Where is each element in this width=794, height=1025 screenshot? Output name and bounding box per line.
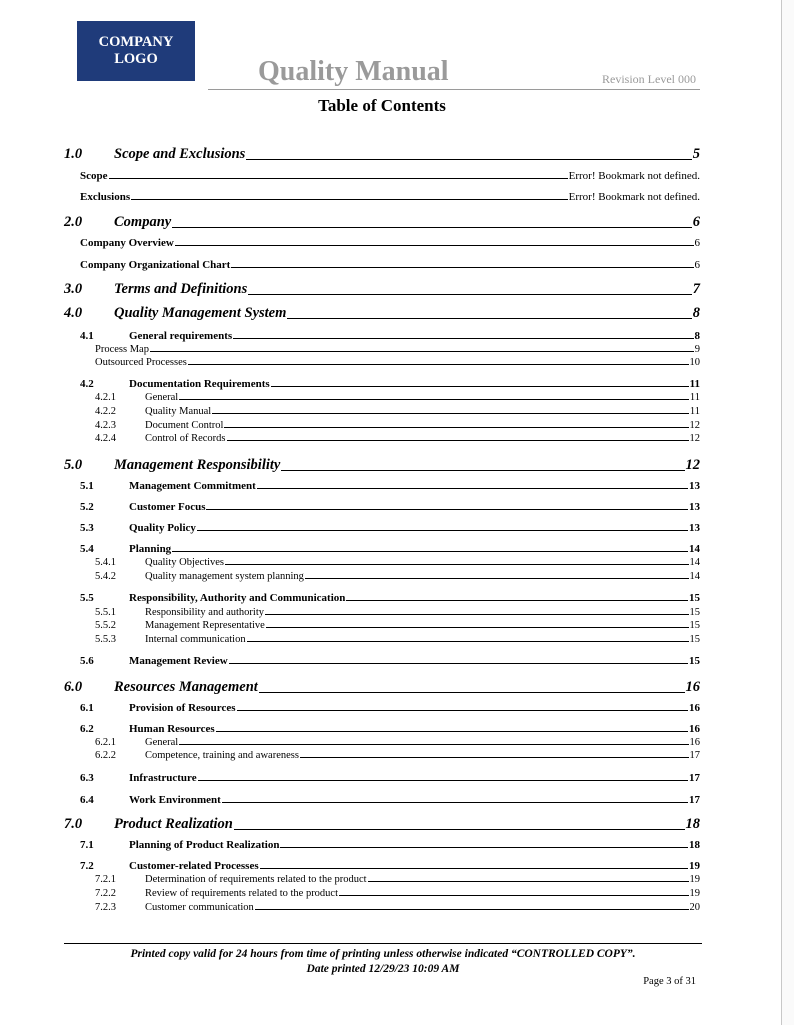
toc-entry-label: Document Control [145,420,224,431]
toc-leader-line [229,663,688,664]
toc-leader-line [247,641,689,642]
toc-entry-label: Product Realization [114,816,233,832]
toc-leader-line [346,600,688,601]
toc-leader-line [280,847,688,848]
toc-entry-page: 14 [689,557,700,568]
toc-entry-label: Work Environment [129,794,221,806]
toc-leader-line [222,802,688,803]
toc-entry-number: 5.5.2 [95,620,116,631]
toc-entry-number: 7.1 [80,839,94,851]
toc-entry[interactable] [80,860,700,872]
toc-leader-line [225,564,688,565]
toc-entry-page: 15 [689,607,700,618]
toc-entry-label: Internal communication [145,634,246,645]
toc-leader-line [224,427,688,428]
toc-entry-page: 15 [689,592,700,604]
toc-entry-number: 5.1 [80,480,94,492]
toc-entry[interactable] [80,378,700,390]
toc-entry-page: 19 [689,874,700,885]
toc-entry-label: General [145,737,179,748]
toc-entry[interactable] [64,679,700,696]
toc-entry-label: Company [114,214,172,230]
toc-entry-page: 20 [689,902,700,913]
toc-entry-label: General [145,392,179,403]
toc-leader-line [265,614,689,615]
toc-entry[interactable] [80,543,700,555]
toc-leader-line [175,245,694,246]
toc-entry-page: 18 [689,839,700,851]
toc-entry[interactable] [80,522,700,534]
toc-entry[interactable] [95,571,700,582]
toc-leader-line [179,399,689,400]
toc-entry-page: 8 [694,330,700,342]
toc-entry-number: 4.2 [80,378,94,390]
toc-entry-number: 2.0 [64,214,83,230]
toc-entry-label: Competence, training and awareness [145,750,299,761]
toc-entry-number: 7.2.1 [95,874,116,885]
header-divider [208,89,700,90]
toc-entry-number: 4.1 [80,330,94,342]
footer-date-printed: Date printed 12/29/23 10:09 AM [306,963,460,975]
toc-leader-line [188,364,689,365]
toc-entry-page: 7 [692,281,700,297]
toc-entry-label: Exclusions [80,191,131,203]
toc-entry-number: 5.5 [80,592,94,604]
toc-entry-page: 13 [689,480,700,492]
toc-entry-page: 17 [689,750,700,761]
toc-entry-label: Customer Focus [129,501,206,513]
toc-entry-label: Responsibility and authority [145,607,264,618]
toc-entry-page: 17 [689,794,700,806]
toc-leader-line [131,199,568,200]
revision-level: Revision Level 000 [602,72,696,86]
toc-entry-label: Management Responsibility [114,457,281,473]
toc-entry-label: Process Map [95,344,149,355]
toc-entry-number: 4.2.1 [95,392,116,403]
toc-entry-number: 5.5.3 [95,634,116,645]
toc-entry-label: Customer-related Processes [129,860,259,872]
toc-entry-label: Management Representative [145,620,265,631]
footer-divider [64,943,702,944]
toc-entry-label: Company Overview [80,237,174,249]
toc-entry[interactable] [95,357,700,368]
toc-entry-label: Human Resources [129,723,215,735]
toc-leader-line [266,627,689,628]
toc-leader-line [259,692,685,693]
toc-entry-number: 3.0 [64,281,83,297]
toc-entry-label: Company Organizational Chart [80,259,231,271]
toc-leader-line [255,909,689,910]
toc-entry[interactable] [95,607,700,618]
toc-entry-label: Management Review [129,655,228,667]
toc-entry-page: 16 [689,702,700,714]
toc-entry-page: 16 [689,723,700,735]
toc-entry[interactable] [95,888,700,899]
toc-entry-number: 6.2.1 [95,737,116,748]
toc-entry-label: Quality Management System [114,305,287,321]
toc-entry-page: 16 [689,737,700,748]
toc-entry[interactable] [95,392,700,403]
toc-leader-line [216,731,688,732]
toc-entry[interactable] [80,794,700,806]
toc-entry-label: Quality Manual [145,406,212,417]
toc-entry[interactable] [80,702,700,714]
toc-entry-label: Control of Records [145,433,226,444]
toc-leader-line [300,757,689,758]
toc-entry[interactable] [80,772,700,784]
toc-entry[interactable] [64,281,700,298]
toc-entry[interactable] [95,874,700,885]
toc-entry-number: 7.0 [64,816,83,832]
toc-entry-page: 8 [692,305,700,321]
toc-entry-page: 15 [689,655,700,667]
toc-leader-line [179,744,688,745]
toc-entry[interactable] [80,592,700,604]
toc-entry-number: 6.2 [80,723,94,735]
page-number: Page 3 of 31 [643,976,696,987]
toc-entry-number: 6.1 [80,702,94,714]
toc-entry-page: Error! Bookmark not defined. [568,170,700,182]
toc-entry[interactable] [80,237,700,249]
toc-leader-line [237,710,688,711]
toc-entry[interactable] [80,839,700,851]
toc-entry-page: 12 [689,433,700,444]
toc-leader-line [227,440,689,441]
toc-entry-label: Quality Policy [129,522,196,534]
toc-entry-label: Scope [80,170,108,182]
toc-entry-page: 15 [689,634,700,645]
toc-entry-number: 4.2.2 [95,406,116,417]
toc-entry-page: 16 [685,679,700,695]
toc-entry-number: 7.2 [80,860,94,872]
toc-entry-number: 5.4.2 [95,571,116,582]
toc-leader-line [231,267,693,268]
toc-leader-line [234,829,685,830]
toc-entry-page: 11 [689,406,700,417]
toc-entry-number: 1.0 [64,146,83,162]
toc-leader-line [271,386,689,387]
toc-leader-line [281,470,684,471]
toc-leader-line [197,530,688,531]
toc-entry-page: 6 [694,259,700,271]
toc-entry-number: 5.4.1 [95,557,116,568]
toc-leader-line [198,780,688,781]
toc-entry-page: 13 [689,522,700,534]
toc-entry-page: 11 [689,392,700,403]
toc-entry-page: 9 [694,344,700,355]
toc-entry-label: Quality Objectives [145,557,225,568]
toc-leader-line [212,413,689,414]
page-edge [781,0,794,1025]
toc-entry[interactable] [80,330,700,342]
toc-leader-line [260,868,688,869]
toc-entry-page: 19 [689,860,700,872]
toc-entry-number: 4.2.3 [95,420,116,431]
toc-entry-number: 5.2 [80,501,94,513]
toc-entry[interactable] [64,816,700,833]
toc-entry-page: 11 [689,378,700,390]
toc-entry[interactable] [64,214,700,231]
toc-leader-line [233,338,693,339]
toc-entry[interactable] [95,737,700,748]
toc-entry-number: 5.6 [80,655,94,667]
toc-entry-label: Documentation Requirements [129,378,270,390]
toc-entry-number: 5.3 [80,522,94,534]
toc-leader-line [172,551,688,552]
toc-entry[interactable] [95,902,700,913]
toc-entry[interactable] [95,420,700,431]
toc-leader-line [257,488,688,489]
company-logo [77,21,195,81]
toc-entry-number: 7.2.2 [95,888,116,899]
toc-entry-page: Error! Bookmark not defined. [568,191,700,203]
toc-entry[interactable] [95,557,700,568]
toc-entry-label: Resources Management [114,679,258,695]
toc-entry-page: 18 [685,816,700,832]
toc-entry-label: Provision of Resources [129,702,236,714]
toc-leader-line [246,159,691,160]
toc-leader-line [368,881,689,882]
toc-entry-number: 6.4 [80,794,94,806]
toc-entry-page: 12 [685,457,700,473]
toc-entry-label: Management Commitment [129,480,256,492]
toc-entry[interactable] [64,457,700,474]
toc-entry[interactable] [95,344,700,355]
toc-entry-number: 6.3 [80,772,94,784]
toc-entry-page: 13 [689,501,700,513]
toc-entry-label: Quality management system planning [145,571,304,582]
toc-entry[interactable] [80,655,700,667]
toc-entry[interactable] [80,723,700,735]
toc-entry[interactable] [64,305,700,322]
toc-entry-page: 10 [689,357,700,368]
toc-entry-page: 19 [689,888,700,899]
toc-entry[interactable] [80,191,700,203]
toc-entry-label: Outsourced Processes [95,357,187,368]
toc-entry[interactable] [80,259,700,271]
toc-leader-line [339,895,688,896]
toc-entry[interactable] [95,634,700,645]
toc-entry-number: 6.2.2 [95,750,116,761]
toc-entry-label: General requirements [129,330,233,342]
toc-entry-label: Infrastructure [129,772,197,784]
toc-entry-page: 6 [694,237,700,249]
toc-entry-number: 4.0 [64,305,83,321]
toc-entry-label: Terms and Definitions [114,281,248,297]
toc-entry-page: 5 [692,146,700,162]
toc-entry-label: Responsibility, Authority and Communication [129,592,346,604]
toc-entry[interactable] [95,406,700,417]
document-title: Quality Manual [258,56,449,87]
toc-leader-line [150,351,694,352]
toc-entry-number: 4.2.4 [95,433,116,444]
toc-entry-page: 6 [692,214,700,230]
toc-entry[interactable] [95,620,700,631]
toc-entry-page: 15 [689,620,700,631]
toc-heading: Table of Contents [318,96,446,115]
toc-entry-label: Planning [129,543,172,555]
toc-entry[interactable] [80,480,700,492]
toc-entry-page: 14 [689,571,700,582]
toc-entry-number: 5.5.1 [95,607,116,618]
toc-entry-page: 17 [689,772,700,784]
toc-entry[interactable] [95,433,700,444]
toc-entry-page: 12 [689,420,700,431]
logo-line-1: COMPANY [98,34,174,50]
toc-entry[interactable] [95,750,700,761]
toc-leader-line [206,509,688,510]
toc-leader-line [172,227,692,228]
toc-entry[interactable] [80,170,700,182]
toc-entry-label: Review of requirements related to the product [145,888,339,899]
toc-leader-line [248,294,692,295]
toc-entry[interactable] [80,501,700,513]
toc-entry-number: 5.4 [80,543,94,555]
logo-line-2: LOGO [114,51,158,67]
toc-entry-number: 7.2.3 [95,902,116,913]
toc-entry-label: Scope and Exclusions [114,146,246,162]
toc-entry-number: 6.0 [64,679,83,695]
toc-leader-line [287,318,691,319]
toc-entry-number: 5.0 [64,457,83,473]
footer-validity-note: Printed copy valid for 24 hours from time of printing unless otherwise indicated “CONTROLLED COPY”. [130,948,636,960]
toc-entry-label: Planning of Product Realization [129,839,280,851]
toc-entry-page: 14 [689,543,700,555]
toc-entry-label: Customer communication [145,902,254,913]
toc-entry[interactable] [64,146,700,163]
toc-entry-label: Determination of requirements related to the product [145,874,367,885]
toc-leader-line [109,178,568,179]
toc-leader-line [305,578,689,579]
